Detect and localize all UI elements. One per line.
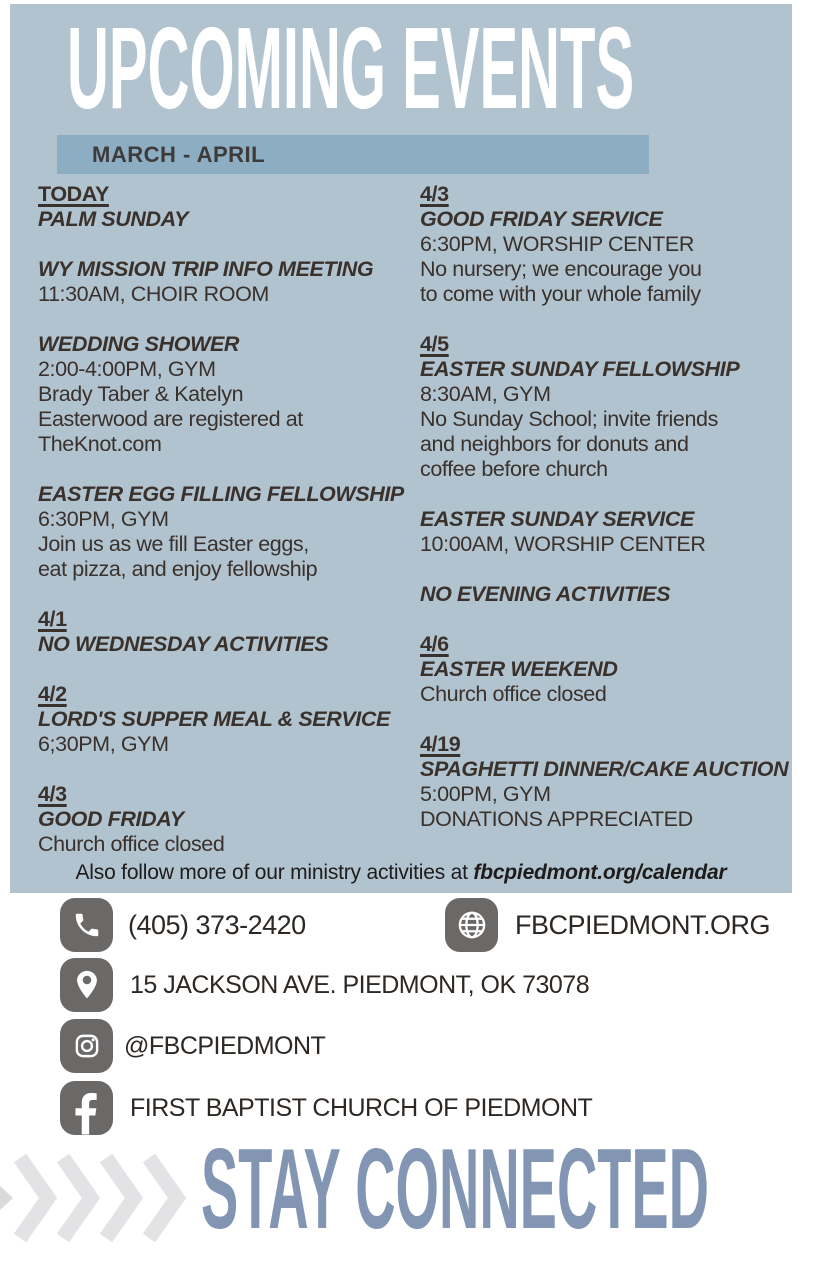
date-range-label: MARCH - APRIL [92, 142, 266, 167]
events-panel [10, 4, 792, 893]
event-line: Church office closed [38, 832, 225, 856]
event-block [420, 582, 800, 607]
event-details [420, 532, 800, 557]
event-date: 4/3 [420, 182, 449, 206]
facebook-icon [60, 1081, 113, 1135]
event-details [38, 282, 418, 307]
instagram-icon-glyph [71, 1030, 103, 1062]
events-column-right [420, 182, 800, 857]
event-details [420, 232, 800, 307]
location-pin-icon [60, 958, 113, 1012]
event-title: EASTER EGG FILLING FELLOWSHIP [38, 482, 404, 506]
event-line: 6:30PM, GYM [38, 507, 169, 531]
event-title: EASTER SUNDAY SERVICE [420, 507, 694, 531]
event-title: WEDDING SHOWER [38, 332, 240, 356]
stay-connected-heading: STAY CONNECTED [201, 1126, 710, 1253]
event-line: to come with your whole family [420, 282, 701, 306]
event-title: PALM SUNDAY [38, 207, 189, 231]
event-block [38, 607, 418, 657]
event-line: 6:30PM, WORSHIP CENTER [420, 232, 694, 256]
event-line: coffee before church [420, 457, 608, 481]
event-date: 4/1 [38, 607, 67, 631]
event-date: 4/3 [38, 782, 67, 806]
calendar-note-text: Also follow more of our ministry activities at [75, 861, 474, 884]
phone-number: (405) 373-2420 [128, 910, 306, 940]
event-line: Church office closed [420, 682, 607, 706]
event-date: 4/2 [38, 682, 67, 706]
event-line: Easterwood are registered at [38, 407, 303, 431]
event-block [420, 182, 800, 307]
event-title: SPAGHETTI DINNER/CAKE AUCTION [420, 757, 789, 781]
globe-icon-glyph [455, 908, 489, 942]
event-line: No nursery; we encourage you [420, 257, 702, 281]
event-details [38, 507, 418, 582]
event-line: 5:00PM, GYM [420, 782, 551, 806]
calendar-note [10, 861, 792, 885]
event-line: 6;30PM, GYM [38, 732, 169, 756]
event-details [420, 782, 800, 832]
event-title: WY MISSION TRIP INFO MEETING [38, 257, 374, 281]
event-line: 8:30AM, GYM [420, 382, 551, 406]
globe-icon [445, 898, 498, 952]
event-line: 11:30AM, CHOIR ROOM [38, 282, 269, 306]
event-line: DONATIONS APPRECIATED [420, 807, 693, 831]
event-details [420, 682, 800, 707]
location-pin-icon-glyph [70, 968, 104, 1002]
event-line: TheKnot.com [38, 432, 162, 456]
event-line: 2:00-4:00PM, GYM [38, 357, 216, 381]
page-title: UPCOMING EVENTS [67, 3, 635, 133]
event-block [38, 182, 418, 232]
event-title: LORD'S SUPPER MEAL & SERVICE [38, 707, 390, 731]
facebook-page-name: FIRST BAPTIST CHURCH OF PIEDMONT [130, 1094, 593, 1122]
phone-icon-glyph [72, 910, 102, 940]
chevron-right-icons [0, 1152, 200, 1244]
event-line: No Sunday School; invite friends [420, 407, 718, 431]
event-details [420, 382, 800, 482]
event-title: EASTER WEEKEND [420, 657, 618, 681]
event-block [38, 332, 418, 457]
event-block [420, 732, 800, 832]
street-address: 15 JACKSON AVE. PIEDMONT, OK 73078 [130, 971, 590, 999]
event-line: and neighbors for donuts and [420, 432, 689, 456]
event-block [38, 482, 418, 582]
event-details [38, 357, 418, 457]
event-title: NO WEDNESDAY ACTIVITIES [38, 632, 329, 656]
event-title: NO EVENING ACTIVITIES [420, 582, 671, 606]
instagram-handle: @FBCPIEDMONT [124, 1032, 326, 1060]
event-line: 10:00AM, WORSHIP CENTER [420, 532, 706, 556]
event-block [38, 682, 418, 757]
date-range-banner [57, 135, 649, 174]
event-block [420, 507, 800, 557]
event-details [38, 832, 418, 857]
event-line: Join us as we fill Easter eggs, [38, 532, 309, 556]
event-date: 4/19 [420, 732, 461, 756]
facebook-icon-glyph [60, 1081, 113, 1135]
event-line: Brady Taber & Katelyn [38, 382, 244, 406]
calendar-url: fbcpiedmont.org/calendar [473, 861, 727, 884]
event-title: EASTER SUNDAY FELLOWSHIP [420, 357, 740, 381]
instagram-icon [60, 1019, 113, 1073]
event-block [38, 257, 418, 307]
event-block [420, 332, 800, 482]
event-block [38, 782, 418, 857]
event-date: TODAY [38, 182, 109, 206]
event-line: eat pizza, and enjoy fellowship [38, 557, 318, 581]
event-block [420, 632, 800, 707]
event-details [38, 732, 418, 757]
events-column-left [38, 182, 418, 882]
event-date: 4/5 [420, 332, 449, 356]
phone-icon [60, 898, 113, 952]
website-url: FBCPIEDMONT.ORG [515, 910, 771, 940]
event-title: GOOD FRIDAY [38, 807, 184, 831]
event-date: 4/6 [420, 632, 449, 656]
event-title: GOOD FRIDAY SERVICE [420, 207, 663, 231]
